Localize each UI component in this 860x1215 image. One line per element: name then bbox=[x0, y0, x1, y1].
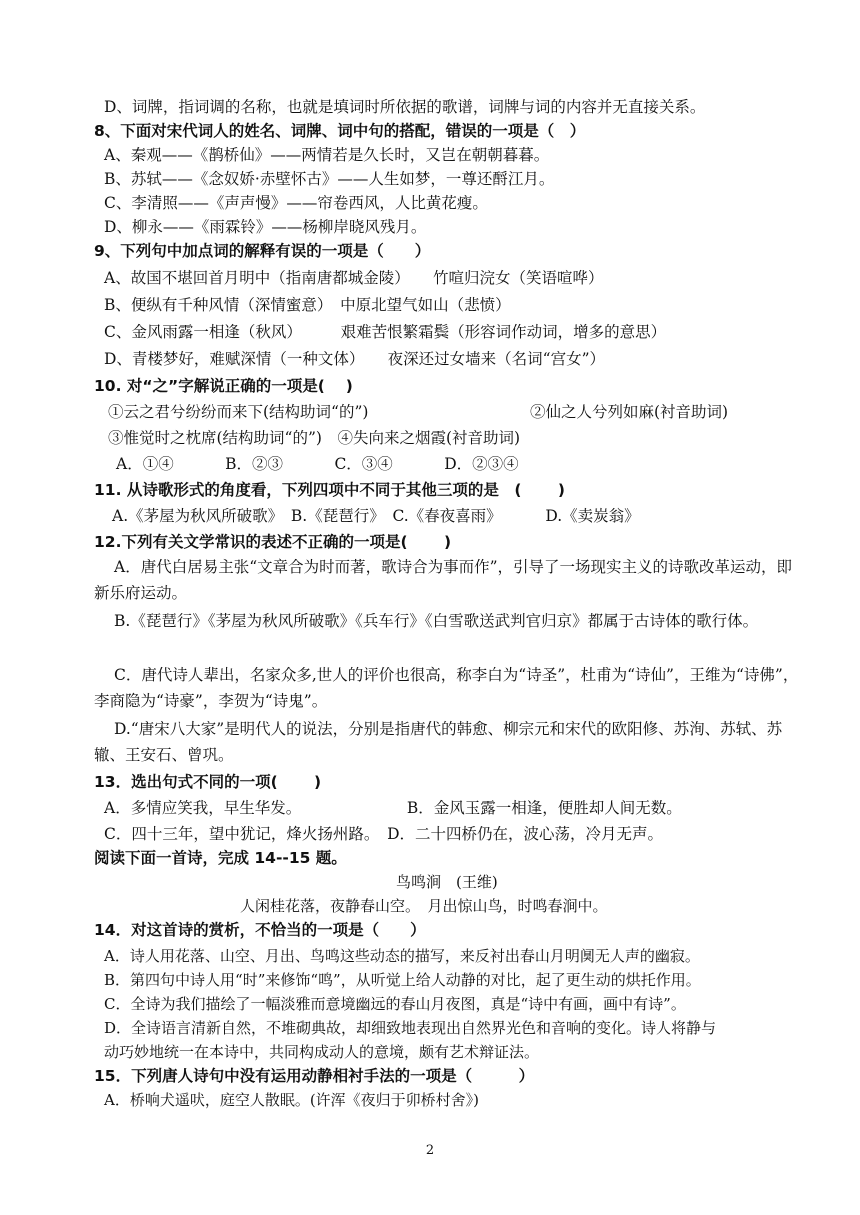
option-line: A、秦观——《鹊桥仙》——两情若是久长时，又岂在朝朝暮暮。 bbox=[104, 146, 550, 164]
option-line: C．全诗为我们描绘了一幅淡雅而意境幽远的春山月夜图，真是“诗中有画，画中有诗”。 bbox=[104, 995, 686, 1013]
poem-title: 鸟鸣涧 (王维) bbox=[396, 873, 498, 891]
option-line: D．全诗语言清新自然，不堆砌典故，却细致地表现出自然界光色和音响的变化。诗人将静与 bbox=[104, 1019, 717, 1037]
option-line: A．诗人用花落、山空、月出、鸟鸣这些动态的描写，来反衬出春山月明阒无人声的幽寂。 bbox=[104, 947, 700, 965]
paragraph: A．唐代白居易主张“文章合为时而著，歌诗合为事而作”，引导了一场现实主义的诗歌改革运动，即新乐府运动。 bbox=[94, 558, 793, 602]
option-line: B、便纵有千种风情（深情蜜意） 中原北望气如山（悲愤） bbox=[104, 296, 511, 314]
question-8: 8、下面对宋代词人的姓名、词牌、词中句的搭配，错误的一项是（ ） bbox=[94, 122, 586, 140]
option-line: ②仙之人兮列如麻(衬音助词) bbox=[530, 403, 729, 421]
option-line: ①云之君兮纷纷而来下(结构助词“的”) bbox=[108, 403, 369, 421]
option-line: B、苏轼——《念奴娇·赤壁怀古》——人生如梦，一尊还酹江月。 bbox=[104, 170, 555, 188]
option-line: C．四十三年，望中犹记，烽火扬州路。 D．二十四桥仍在，波心荡，冷月无声。 bbox=[104, 825, 664, 843]
option-line: C、李清照——《声声慢》——帘卷西风，人比黄花瘦。 bbox=[104, 194, 488, 212]
paragraph: D.“唐宋八大家”是明代人的说法，分别是指唐代的韩愈、柳宗元和宋代的欧阳修、苏洵、苏轼、苏辙、王安石、曾巩。 bbox=[94, 720, 783, 764]
paragraph: C．唐代诗人辈出，名家众多,世人的评价也很高，称李白为“诗圣”，杜甫为“诗仙”，王维为“诗佛”，李商隐为“诗豪”，李贺为“诗鬼”。 bbox=[94, 666, 799, 710]
question-15: 15．下列唐人诗句中没有运用动静相衬手法的一项是（ ） bbox=[94, 1067, 535, 1085]
poem-text: 人闲桂花落，夜静春山空。 月出惊山鸟，时鸣春涧中。 bbox=[240, 897, 608, 915]
option-line: A．①④ B．②③ C．③④ D．②③④ bbox=[116, 455, 519, 473]
option-line: D、词牌，指词调的名称，也就是填词时所依据的歌谱，词牌与词的内容并无直接关系。 bbox=[104, 98, 706, 116]
option-line: A．桥响犬遥吠，庭空人散眠。(许浑《夜归于卯桥村舍》) bbox=[104, 1091, 480, 1109]
option-line: A．多情应笑我，早生华发。 B．金风玉露一相逢，便胜却人间无数。 bbox=[104, 799, 682, 817]
question-11: 11. 从诗歌形式的角度看，下列四项中不同于其他三项的是 ( ) bbox=[94, 481, 565, 499]
question-10: 10. 对“之”字解说正确的一项是( ) bbox=[94, 377, 353, 395]
question-9: 9、下列句中加点词的解释有误的一项是（ ） bbox=[94, 242, 431, 260]
reading-instruction: 阅读下面一首诗，完成 14--15 题。 bbox=[94, 849, 347, 867]
question-14: 14．对这首诗的赏析，不恰当的一项是（ ） bbox=[94, 921, 426, 939]
option-line: A.《茅屋为秋风所破歌》 B.《琵琶行》 C.《春夜喜雨》 D.《卖炭翁》 bbox=[112, 507, 640, 525]
option-line: 动巧妙地统一在本诗中，共同构成动人的意境，颇有艺术辩证法。 bbox=[104, 1043, 540, 1061]
question-12: 12.下列有关文学常识的表述不正确的一项是( ) bbox=[94, 533, 452, 551]
option-line: C、金风雨露一相逢（秋风） 艰难苦恨繁霜鬓（形容词作动词，增多的意思） bbox=[104, 323, 667, 341]
page-number: 2 bbox=[425, 1143, 435, 1158]
option-line: D、柳永——《雨霖铃》——杨柳岸晓风残月。 bbox=[104, 218, 427, 236]
question-13: 13．选出句式不同的一项( ) bbox=[94, 773, 322, 791]
option-line: ③惟觉时之枕席(结构助词“的”) ④失向来之烟霞(衬音助词) bbox=[108, 429, 521, 447]
option-line: B．第四句中诗人用“时”来修饰“鸣”，从听觉上给人动静的对比，起了更生动的烘托作用。 bbox=[104, 971, 701, 989]
option-line: D、青楼梦好，难赋深情（一种文体） 夜深还过女墙来（名词“宫女”） bbox=[104, 350, 606, 368]
paragraph: B.《琵琶行》《茅屋为秋风所破歌》《兵车行》《白雪歌送武判官归京》都属于古诗体的歌行体。 bbox=[114, 612, 759, 630]
option-line: A、故国不堪回首月明中（指南唐都城金陵） 竹喧归浣女（笑语喧哗） bbox=[104, 269, 604, 287]
